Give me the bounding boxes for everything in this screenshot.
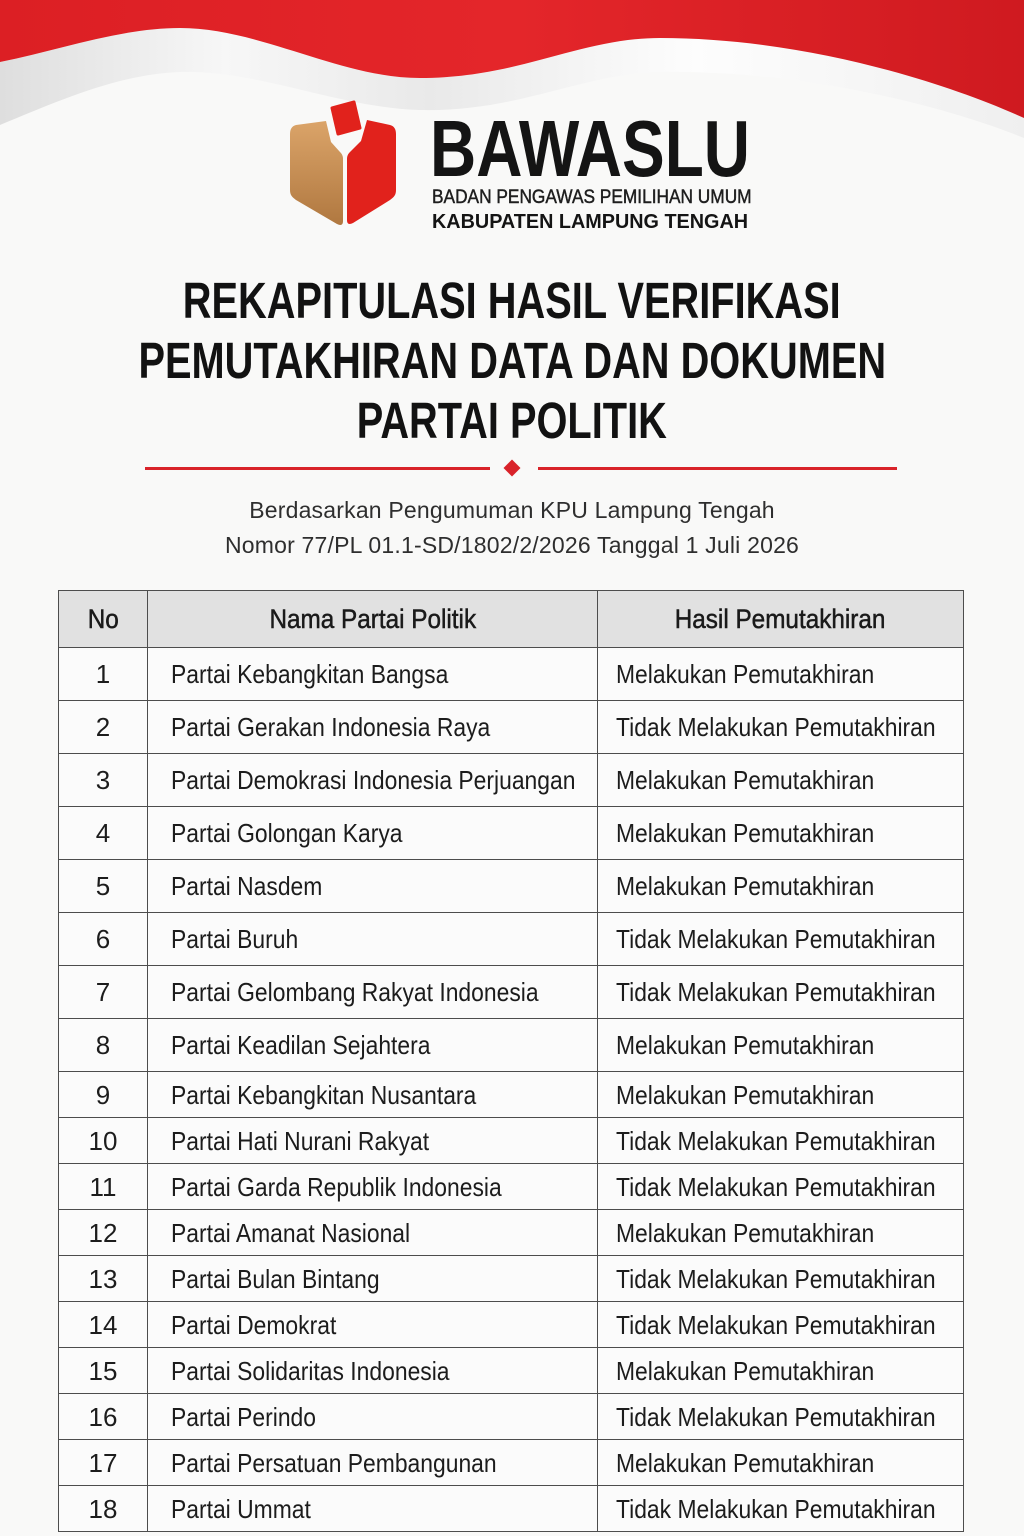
title-divider-right	[538, 467, 897, 470]
table-row	[59, 754, 964, 807]
update-result-cell	[598, 1118, 964, 1164]
table-row	[59, 1394, 964, 1440]
update-result: Tidak Melakukan Pemutakhiran	[616, 1171, 936, 1202]
row-number: 4	[95, 818, 111, 848]
row-number-cell	[59, 1302, 148, 1348]
org-subtitle: BADAN PENGAWAS PEMILIHAN UMUM	[432, 187, 752, 208]
row-number: 6	[95, 924, 111, 954]
divider-diamond	[504, 460, 521, 477]
party-name: Partai Kebangkitan Bangsa	[171, 659, 449, 689]
update-result-cell	[598, 648, 964, 701]
party-name: Partai Nasdem	[171, 871, 323, 901]
update-result: Tidak Melakukan Pemutakhiran	[616, 924, 936, 954]
row-number: 14	[88, 1309, 118, 1340]
column-header-label: Hasil Pemutakhiran	[675, 603, 886, 634]
row-number: 16	[88, 1401, 118, 1432]
update-result-cell	[598, 1486, 964, 1532]
update-result-cell	[598, 913, 964, 966]
party-name-cell	[148, 1486, 598, 1532]
title-line-2	[0, 331, 1024, 391]
row-number-cell	[59, 648, 148, 701]
party-name-cell	[148, 807, 598, 860]
table-row	[59, 1072, 964, 1118]
title-text: PARTAI POLITIK	[356, 392, 668, 449]
row-number-cell	[59, 1164, 148, 1210]
table-row	[59, 1486, 964, 1532]
table-row	[59, 807, 964, 860]
update-result-cell	[598, 1440, 964, 1486]
row-number: 9	[95, 1079, 111, 1110]
row-number: 10	[88, 1125, 118, 1156]
update-result-cell	[598, 754, 964, 807]
row-number-cell	[59, 913, 148, 966]
logo-red-face	[347, 120, 396, 224]
table-row	[59, 1164, 964, 1210]
row-number-cell	[59, 1440, 148, 1486]
row-number-cell	[59, 1486, 148, 1532]
ballot-box-logo-icon	[288, 98, 400, 228]
column-header-party	[148, 591, 598, 648]
row-number: 17	[88, 1447, 118, 1478]
table-header-row	[59, 591, 964, 648]
table-row	[59, 1019, 964, 1072]
party-name: Partai Persatuan Pembangunan	[171, 1447, 497, 1478]
row-number-cell	[59, 1348, 148, 1394]
logo-gold-face	[290, 121, 343, 225]
row-number-cell	[59, 860, 148, 913]
party-name: Partai Perindo	[171, 1401, 316, 1432]
party-name-cell	[148, 966, 598, 1019]
row-number-cell	[59, 807, 148, 860]
table-row	[59, 913, 964, 966]
update-result: Melakukan Pemutakhiran	[616, 1079, 875, 1110]
title-line-3	[0, 391, 1024, 451]
row-number-cell	[59, 1210, 148, 1256]
row-number: 18	[88, 1493, 118, 1524]
party-name-cell	[148, 1072, 598, 1118]
party-name: Partai Kebangkitan Nusantara	[171, 1079, 477, 1110]
row-number: 3	[95, 765, 111, 795]
update-result: Melakukan Pemutakhiran	[616, 1355, 875, 1386]
update-result-cell	[598, 1019, 964, 1072]
table-row	[59, 701, 964, 754]
party-name: Partai Demokrat	[171, 1309, 337, 1340]
title-line-1	[0, 271, 1024, 331]
row-number: 1	[95, 659, 111, 689]
update-result-cell	[598, 1072, 964, 1118]
update-result-cell	[598, 701, 964, 754]
table-row	[59, 966, 964, 1019]
update-result-cell	[598, 1302, 964, 1348]
update-result: Tidak Melakukan Pemutakhiran	[616, 1309, 936, 1340]
party-name-cell	[148, 1118, 598, 1164]
party-name-cell	[148, 1256, 598, 1302]
party-name-cell	[148, 1019, 598, 1072]
party-name-cell	[148, 648, 598, 701]
reference-text	[0, 493, 1024, 563]
row-number: 5	[95, 871, 111, 901]
column-header-label: Nama Partai Politik	[269, 603, 476, 634]
party-name: Partai Garda Republik Indonesia	[171, 1171, 502, 1202]
party-name: Partai Keadilan Sejahtera	[171, 1030, 431, 1060]
party-name: Partai Demokrasi Indonesia Perjuangan	[171, 765, 576, 795]
column-header-label: No	[87, 603, 119, 634]
party-name-cell	[148, 1348, 598, 1394]
party-name: Partai Solidaritas Indonesia	[171, 1355, 450, 1386]
party-name: Partai Gelombang Rakyat Indonesia	[171, 977, 539, 1007]
reference-line-1: Berdasarkan Pengumuman KPU Lampung Tengah	[249, 497, 775, 523]
update-result: Tidak Melakukan Pemutakhiran	[616, 1493, 936, 1524]
party-name-cell	[148, 754, 598, 807]
table-row	[59, 1302, 964, 1348]
party-name-cell	[148, 1440, 598, 1486]
update-result-cell	[598, 860, 964, 913]
party-name: Partai Bulan Bintang	[171, 1263, 380, 1294]
row-number-cell	[59, 701, 148, 754]
table-row	[59, 648, 964, 701]
column-header-result	[598, 591, 964, 648]
party-name-cell	[148, 1394, 598, 1440]
reference-line-2: Nomor 77/PL 01.1-SD/1802/2/2026 Tanggal 1 Juli 2026	[224, 532, 800, 558]
row-number-cell	[59, 1394, 148, 1440]
update-result: Melakukan Pemutakhiran	[616, 818, 875, 848]
party-name: Partai Hati Nurani Rakyat	[171, 1125, 430, 1156]
party-name: Partai Golongan Karya	[171, 818, 403, 848]
row-number: 12	[88, 1217, 118, 1248]
table-row	[59, 1210, 964, 1256]
update-result: Melakukan Pemutakhiran	[616, 871, 875, 901]
update-result-cell	[598, 1394, 964, 1440]
party-name: Partai Amanat Nasional	[171, 1217, 411, 1248]
table-row	[59, 1118, 964, 1164]
party-name-cell	[148, 860, 598, 913]
row-number: 13	[88, 1263, 118, 1294]
update-result: Tidak Melakukan Pemutakhiran	[616, 1125, 936, 1156]
row-number: 7	[95, 977, 111, 1007]
row-number-cell	[59, 1256, 148, 1302]
update-result: Melakukan Pemutakhiran	[616, 1217, 875, 1248]
title-divider-left	[145, 467, 490, 470]
party-name-cell	[148, 701, 598, 754]
party-name-cell	[148, 1164, 598, 1210]
title-text: REKAPITULASI HASIL VERIFIKASI	[183, 272, 841, 329]
table-row	[59, 1348, 964, 1394]
title-text: PEMUTAKHIRAN DATA DAN DOKUMEN	[138, 332, 886, 389]
row-number-cell	[59, 1072, 148, 1118]
results-table	[58, 590, 964, 1532]
table-row	[59, 1440, 964, 1486]
row-number: 8	[95, 1030, 111, 1060]
party-name-cell	[148, 913, 598, 966]
row-number-cell	[59, 754, 148, 807]
row-number: 11	[89, 1171, 117, 1202]
update-result: Tidak Melakukan Pemutakhiran	[616, 977, 936, 1007]
update-result-cell	[598, 1164, 964, 1210]
update-result-cell	[598, 966, 964, 1019]
row-number-cell	[59, 1019, 148, 1072]
logo-ballot	[332, 102, 360, 134]
update-result-cell	[598, 1210, 964, 1256]
update-result: Melakukan Pemutakhiran	[616, 659, 875, 689]
party-name: Partai Buruh	[171, 924, 299, 954]
update-result: Tidak Melakukan Pemutakhiran	[616, 1263, 936, 1294]
update-result-cell	[598, 1348, 964, 1394]
update-result: Tidak Melakukan Pemutakhiran	[616, 1401, 936, 1432]
column-header-no	[59, 591, 148, 648]
org-name: BAWASLU	[430, 104, 750, 193]
table-row	[59, 860, 964, 913]
row-number: 15	[88, 1355, 118, 1386]
update-result: Melakukan Pemutakhiran	[616, 1030, 875, 1060]
row-number-cell	[59, 966, 148, 1019]
update-result-cell	[598, 1256, 964, 1302]
row-number-cell	[59, 1118, 148, 1164]
party-name-cell	[148, 1210, 598, 1256]
update-result: Tidak Melakukan Pemutakhiran	[616, 712, 936, 742]
update-result: Melakukan Pemutakhiran	[616, 1447, 875, 1478]
table-body	[59, 648, 964, 1532]
org-region: KABUPATEN LAMPUNG TENGAH	[432, 211, 749, 233]
row-number: 2	[95, 712, 111, 742]
table-row	[59, 1256, 964, 1302]
party-name: Partai Gerakan Indonesia Raya	[171, 712, 491, 742]
page-title	[0, 271, 1024, 451]
party-name: Partai Ummat	[171, 1493, 311, 1524]
update-result: Melakukan Pemutakhiran	[616, 765, 875, 795]
party-name-cell	[148, 1302, 598, 1348]
update-result-cell	[598, 807, 964, 860]
